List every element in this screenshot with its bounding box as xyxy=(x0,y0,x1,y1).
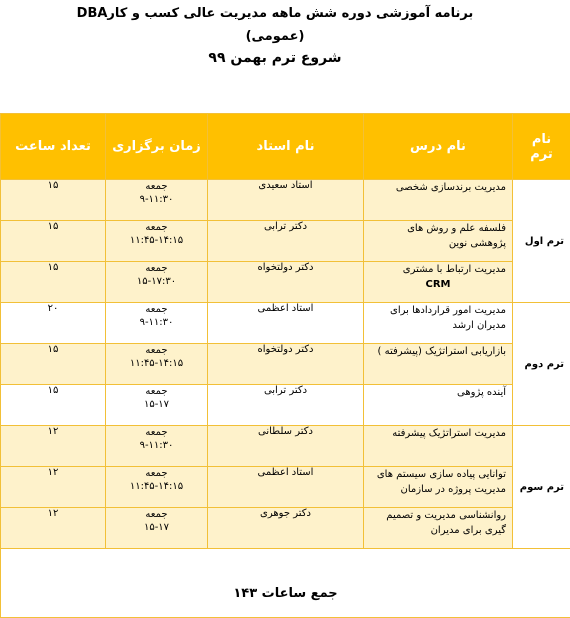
session-time xyxy=(106,467,208,508)
course-name xyxy=(364,180,513,221)
course-name xyxy=(364,385,513,426)
header-term: نام ترم xyxy=(513,114,570,180)
course-title: روانشناسی مدیریت و تصمیم گیری برای مدیران xyxy=(386,510,506,536)
table-row xyxy=(1,426,570,467)
teacher-name: دکتر ترابی xyxy=(208,385,364,426)
course-title: توانایی پیاده سازی سیستم های مدیریت پروژه در سازمان xyxy=(377,469,506,495)
course-abbr: CRM xyxy=(370,277,506,292)
session-hours: ۱۵-۱۷ xyxy=(112,398,201,411)
course-hours: ۱۲ xyxy=(1,508,106,549)
session-hours: ۱۱:۴۵-۱۴:۱۵ xyxy=(112,357,201,370)
teacher-name: دکتر دولتخواه xyxy=(208,344,364,385)
session-day: جمعه xyxy=(112,344,201,357)
course-hours: ۱۵ xyxy=(1,180,106,221)
table-row xyxy=(1,344,570,385)
course-name xyxy=(364,344,513,385)
header-hours: تعداد ساعت xyxy=(1,114,106,180)
session-time xyxy=(106,221,208,262)
course-hours: ۱۵ xyxy=(1,262,106,303)
course-name xyxy=(364,426,513,467)
heading-subtitle: (عمومی) xyxy=(0,27,550,47)
course-hours: ۱۵ xyxy=(1,221,106,262)
header-time: زمان برگزاری xyxy=(106,114,208,180)
course-hours: ۱۲ xyxy=(1,467,106,508)
table-row xyxy=(1,385,570,426)
course-hours: ۱۵ xyxy=(1,385,106,426)
teacher-name: استاد اعظمی xyxy=(208,303,364,344)
course-name xyxy=(364,467,513,508)
course-hours: ۱۲ xyxy=(1,426,106,467)
session-day: جمعه xyxy=(112,385,201,398)
table-row xyxy=(1,221,570,262)
table-header-row xyxy=(1,114,570,180)
course-title: فلسفه علم و روش های پژوهشی نوین xyxy=(407,223,506,249)
table-row xyxy=(1,467,570,508)
session-time xyxy=(106,508,208,549)
table-row xyxy=(1,262,570,303)
term-name: ترم اول xyxy=(513,180,570,303)
teacher-name: دکتر ترابی xyxy=(208,221,364,262)
course-name xyxy=(364,262,513,303)
session-time xyxy=(106,262,208,303)
course-title: مدیریت برندسازی شخصی xyxy=(396,182,506,193)
session-hours: ۱۱:۴۵-۱۴:۱۵ xyxy=(112,480,201,493)
session-day: جمعه xyxy=(112,303,201,316)
document-heading xyxy=(0,0,570,68)
total-hours: جمع ساعات ۱۴۳ xyxy=(1,549,570,618)
teacher-name: استاد اعظمی xyxy=(208,467,364,508)
header-course: نام درس xyxy=(364,114,513,180)
session-day: جمعه xyxy=(112,467,201,480)
course-title: مدیریت استراتژیک پیشرفته xyxy=(392,428,506,439)
course-title: مدیریت امور قراردادها برای مدیران ارشد xyxy=(390,305,506,331)
session-day: جمعه xyxy=(112,221,201,234)
course-title: آینده پژوهی xyxy=(457,387,506,398)
table-row xyxy=(1,303,570,344)
session-hours: ۱۱:۴۵-۱۴:۱۵ xyxy=(112,234,201,247)
session-day: جمعه xyxy=(112,180,201,193)
course-title: مدیریت ارتباط با مشتری xyxy=(370,262,506,277)
session-time xyxy=(106,344,208,385)
session-hours: ۹-۱۱:۳۰ xyxy=(112,193,201,206)
header-teacher: نام استاد xyxy=(208,114,364,180)
term-name: ترم دوم xyxy=(513,303,570,426)
session-day: جمعه xyxy=(112,262,201,275)
teacher-name: دکتر سلطانی xyxy=(208,426,364,467)
table-row xyxy=(1,508,570,549)
teacher-name: دکتر دولتخواه xyxy=(208,262,364,303)
course-name xyxy=(364,303,513,344)
heading-title-text: برنامه آموزشی دوره شش ماهه مدیریت عالی کسب و کار xyxy=(107,6,473,21)
session-time xyxy=(106,180,208,221)
session-day: جمعه xyxy=(112,426,201,439)
heading-start-date: شروع ترم بهمن ۹۹ xyxy=(0,48,550,68)
session-hours: ۱۵-۱۷:۳۰ xyxy=(112,275,201,288)
session-time xyxy=(106,385,208,426)
session-day: جمعه xyxy=(112,508,201,521)
session-hours: ۱۵-۱۷ xyxy=(112,521,201,534)
session-time xyxy=(106,303,208,344)
term-name: ترم سوم xyxy=(513,426,570,549)
course-hours: ۱۵ xyxy=(1,344,106,385)
teacher-name: دکتر جوهری xyxy=(208,508,364,549)
session-hours: ۹-۱۱:۳۰ xyxy=(112,439,201,452)
course-name xyxy=(364,221,513,262)
curriculum-table xyxy=(0,113,570,618)
teacher-name: استاد سعیدی xyxy=(208,180,364,221)
session-hours: ۹-۱۱:۳۰ xyxy=(112,316,201,329)
course-name xyxy=(364,508,513,549)
heading-title xyxy=(0,4,550,24)
total-row xyxy=(1,549,570,618)
heading-title-abbr: DBA xyxy=(77,6,108,21)
course-hours: ۲۰ xyxy=(1,303,106,344)
course-title: بازاریابی استراتژیک (پیشرفته ) xyxy=(378,346,506,357)
table-row xyxy=(1,180,570,221)
session-time xyxy=(106,426,208,467)
